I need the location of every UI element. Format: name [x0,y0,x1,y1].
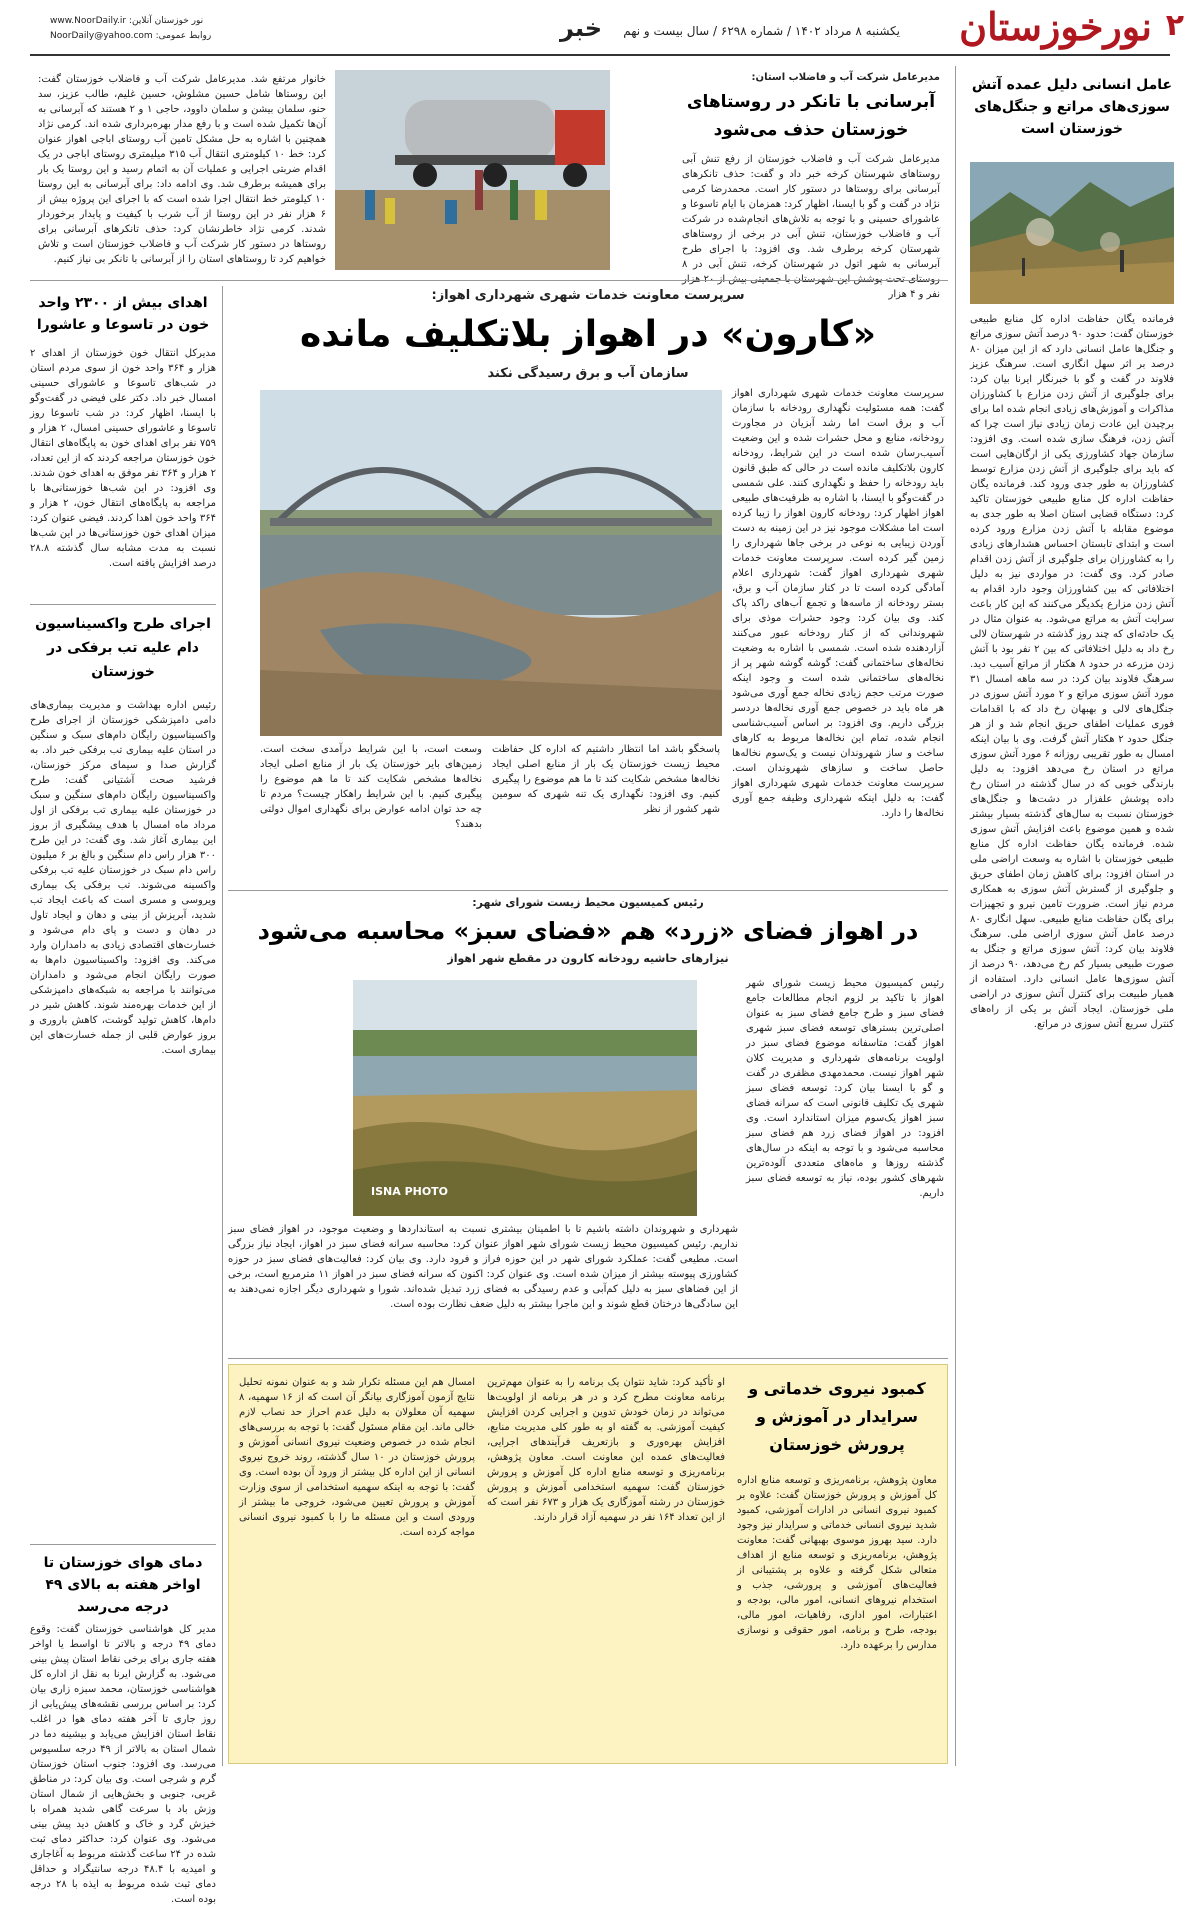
water-photo [335,70,610,270]
training-body-mid: او تأکید کرد: شاید نتوان یک برنامه را به عنوان مهم‌ترین برنامه معاونت مطرح کرد و در هر برنامه از اولویت‌ها می‌تواند در زمان خودش تدوین و اجرایی کردن افزایش کیفیت آموزشی. به گفته او به طور کلی مدیریت منابع، افزایش بهره‌وری و بازتعریف فرآیندهای اجرایی، فعالیت‌های عمده این معاونت است. معاون پژوهش، برنامه‌ریزی و توسعه منابع اداره کل آموزش و پرورش خوزستان گفت: سهمیه استخدامی آموزش و پرورش خوزستان در رشته آموزگاری یک هزار و ۶۷۳ نفر است که از این تعداد ۱۶۴ نفر در سهمیه آزاد قرار دارند. [487,1377,725,1523]
water-body-left: خانوار مرتفع شد. مدیرعامل شرکت آب و فاضلاب خوزستان گفت: این روستاها شامل حسین مشلوش، حسین غلیم، طالب عزیز، سد حنو، سلمان بیشن و سلمان داوود، حاجی ۱ و ۲ هستند که آبرسانی به آن‌ها تکمیل شده است و با رفع مدار بهره‌برداری شده اند. کرمی نژاد همچنین با اشاره به حل مشکل تامین آب روستای اباجی اهواز عنوان کرد: خط ۱۰ کیلومتری انتقال آب ۳۱۵ میلیمتری روستای اباجی در یک اقدام ضربتی اجرایی و عملیات آن به اتمام رسید و این روستا یک بار برای همیشه برطرف شد. وی ادامه داد: برای آبرسانی به این روستا ۱۰ کیلومتر خط انتقال اجرا شده است که با اجرای این پروژه بیش از ۶ هزار نفر در این روستا از آب شرب با کیفیت و پایدار برخوردار شدند. کرمی نژاد خاطرنشان کرد: حذف تانکرهای آبرسانی برای روستاها در دستور کار شرکت آب و فاضلاب خوزستان است و تلاش خواهیم کرد تا روستاهای استان را از آبرسانی با تانکر بی نیاز کنیم. [38,74,327,265]
water-kicker: مدیرعامل شرکت آب و فاضلاب استان: [751,72,940,83]
green-title: در اهواز فضای «زرد» هم «فضای سبز» محاسبه می‌شود [257,917,919,945]
green-subtitle: نیزارهای حاشیه رودخانه کارون در مقطع شهر اهواز [447,952,729,965]
photo-watermark: ISNA PHOTO [371,1185,449,1198]
karoon-article [228,286,948,888]
email-label: روابط عمومی: NoorDaily@yahoo.com [50,31,212,41]
divider-karoon [228,890,948,891]
left-column [30,286,217,1905]
karoon-photo [260,390,722,736]
karoon-title: «کارون» در اهواز بلاتکلیف مانده [300,314,876,355]
water-body-right: مدیرعامل شرکت آب و فاضلاب خوزستان از رفع تنش آبی روستاهای شهرستان کرخه خبر داد و گفت: حذف تانکرهای آبرسانی برای روستاها در دستور کار است. محمدرضا کرمی نژاد در گفت و گو با ایسنا، اظهار کرد: همزمان با ایام تاسوعا و عاشورای حسینی و با توجه به تلاش‌های انجام‌شده در شرکت آب و فاضلاب خوزستان، تنش آبی در برخی از روستاهای شهرستان کرخه برطرف شد. وی افزود: با اجرای طرح آبرسانی به شهر اتول در شهرستان کرخه، تنش آبی در ۸ نفر و ۴ هزار [682,154,940,300]
donation-body: مدیرکل انتقال خون خوزستان از اهدای ۲ هزار و ۳۶۴ واحد خون از سوی مردم استان در شب‌های تاسوعا و عاشورای حسینی امسال خبر داد. دکتر علی فیضی در گفت‌وگو با ایسنا، اظهار کرد: در شب تاسوعا روز تاسوعا و عاشورای حسینی امسال، ۲ هزار و ۷۵۹ نفر برای اهدای خون به پایگاه‌های انتقال خون خوزستان مراجعه کردند که از این تعداد، ۲ هزار و ۳۶۴ نفر موفق به اهدای خون شدند. وی افزود: در این شب‌ها خوزستانی‌ها با مراجعه به پایگاه‌های انتقال خون، ۲ هزار و ۳۶۴ واحد خون اهدا کردند. فیضی عنوان کرد: میزان اهدای خون خوزستانی‌ها در این شب‌ها نسبت به مدت مشابه سال گذشته ۲۸.۸ درصد افزایش یافته است. [30,348,217,569]
divider-vaccine [30,1544,216,1545]
water-title: آبرسانی با تانکر در روستاهای خوزستان حذف می‌شود [686,92,936,140]
divider-right [955,66,956,1766]
karoon-subtitle: سازمان آب و برق رسیدگی نکند [487,366,689,381]
green-body-left: شهرداری و شهروندان داشته باشیم تا با اطمینان بیشتری نسبت به استانداردها و وضعیت موجود، در اهواز فضای سبز نداریم. رئیس کمیسیون محیط زیست شورای شهر اهواز عنوان کرد: محاسبه سرانه فضای سبز در اهواز، ایجاد نیاز بزرگی است. مطیعی گفت: عملکرد شورای شهر در این حوزه فراز و فرود دارد. وی بیان کرد: فعالیت‌های فضای سبز در حوزه کشاورزی پیوسته بیشتر از میزان شده است. وی عنوان کرد: اکنون که سرانه فضای سبز در اهواز ۱۱ مترمربع است، برخی از این فضاهای سبز به دلیل کم‌آبی و عدم رسیدگی به فضای زرد تبدیل شده‌اند. شورا و شهرداری دیگر اجازه نمی‌دهند به این سادگی‌ها درختان قطع شوند و این ماجرا بیشتر به دلیل ضعف نظارت بوده است. [228,1224,738,1310]
vaccine-title: اجرای طرح واکسیناسیون دام علیه تب برفکی در خوزستان [35,616,211,680]
karoon-caption-left: وسعت است، با این شرایط درآمدی سخت است. زمین‌های بایر خوزستان یک بار از منابع اصلی ایجاد نخاله‌ها مشخص شکایت کند تا ما هم موضوع را پیگیری کنیم. با این شرایط راهکار چیست؟ مردم تا چه حد توان ادامه عوارض برای نگهداری اموال دولتی بدهند؟ [260,744,482,830]
karoon-kicker: سرپرست معاونت خدمات شهری شهرداری اهواز: [431,288,745,303]
site-label: نور خوزستان آنلاین: www.NoorDaily.ir [50,16,204,26]
vaccine-body: رئیس اداره بهداشت و مدیریت بیماری‌های دامی دامپزشکی خوزستان از اجرای طرح واکسیناسیون رایگان دام‌های سبک و سنگین در استان علیه بیماری تب برفکی خبر داد. به گزارش صدا و سیمای مرکز خوزستان، فرشید صحت آشتیانی گفت: طرح واکسیناسیون رایگان دام‌های سنگین و سبک در خوزستان علیه بیماری تب برفکی از اول مرداد ماه امسال با هدف پیشگیری از بروز این بیماری آغاز شد. وی گفت: در این طرح ۳۰۰ هزار راس دام سنگین و بالغ بر ۶ میلیون راس دام سبک در خوزستان علیه تب برفکی واکسینه می‌شوند. تب برفکی یک بیماری ویروسی و مسری است که باعث ایجاد تب شدید، آبریزش از بینی و دهان و ایجاد تاول در دهان و دست و پای دام می‌شود و خسارت‌های اقتصادی زیادی به دامداران وارد می‌کند. وی افزود: واکسیناسیون دام‌ها به صورت رایگان انجام می‌شود و دامداران می‌توانند با مراجعه به شبکه‌های دامپزشکی از این خدمات بهره‌مند شوند. کاهش شیر در دام‌ها، کاهش تولید گوشت، کاهش باروری و بروز عوارض قلبی از جمله خسارت‌های این بیماری است. [30,700,217,1056]
divider-green [228,1358,948,1359]
fire-body: فرمانده یگان حفاظت اداره کل منابع طبیعی خوزستان گفت: حدود ۹۰ درصد آتش سوزی مراتع و جنگل‌ها عامل انسانی دارد که از این میزان ۸۰ درصد بر اثر سهل انگاری است. سرهنگ عزیز فلاوند در گفت و گو با خبرنگار ایرنا بیان کرد: برای جلوگیری از آتش زدن مزارع با کشاورزان مذاکرات و آموزش‌های زیادی انجام شده اما برای برچیدن این عادت زمان زیادی نیاز است چرا که آتش زدن، فرهنگ سازی شده است. وی افزود: سازمان جهاد کشاورزی یکی از ارگان‌هایی است که باید برای جلوگیری از آتش زدن مزارع توسط کشاورزان به طور جدی ورود کند. فرمانده یگان حفاظت اداره کل منابع طبیعی خوزستان تاکید کرد: دستگاه قضایی استان اصلا به طور جدی به موضوع مقابله با آتش زدن مزارع ورود کرده است و ابتدای تابستان احساس هشدارهای زیادی را به کشاورزان برای جلوگیری از آتش زدن اقدام صادر کرد. وی گفت: در مواردی نیز به دلیل اختلافاتی که بین کشاورزان وجود دارد اقدام به آتش زدن مزارع یکدیگر می‌کنند که این کار باعث سرایت آتش به مراتع می‌شود. به عنوان مثال در یک حادثه‌ای که چند روز گذشته در شهرستان لالی رخ داد به دلیل اختلافاتی که بین ۲ نفر بود با آتش زدن مزرعه در حدود ۸ هکتار از مراتع آسیب دید. سرهنگ فلاوند بیان کرد: در سه ماهه امسال ۳۱ مورد آتش سوزی مراتع و ۲ مورد آتش سوزی در جنگل‌های لالی و بهبهان رخ داد که با اقدامات فوری عملیات اطفای حریق انجام شد و از هر جنگل حدود ۲ هکتار آتش گرفت. وی با بیان اینکه امسال به طور تقریبی روزانه ۶ مورد آتش سوزی مراتع در استان رخ می‌دهد افزود: به دلیل بارندگی خوبی که در سال گذشته در استان رخ داده پوشش علفزار در دشت‌ها و جنگل‌های خوزستان نسبت به سال‌های گذشته بسیار بیشتر شده و همین موضوع باعث افزایش آتش سوزی شده. فرمانده یگان حفاظت اداره کل منابع طبیعی خوزستان با اشاره به وسعت اراضی ملی در استان افزود: برای کاهش زمان اطفای حریق و جلوگیری از گسترش آتش سوزی به همکاری مردم نیاز است. ضرورت تامین نیرو و تجهیزات برای یگان حفاظت منابع طبیعی. سهل انگاری ۸۰ درصد عامل آتش سوزی اراضی ملی. سرهنگ فلاوند بیان کرد: آتش سوزی مراتع و جنگل به صورت طبیعی بسیار کم رخ می‌دهد، ۹۰ درصد از آتش سوزی‌ها عامل انسانی دارد. استفاده از همیار طبیعت برای کنترل آتش سوزی در اراضی ملی خوزستان. ایجاد آتش بر یکی از راه‌های کنترل سریع آتش سوزی در مراتع. [970,314,1174,1030]
divider-left [222,286,223,1766]
green-kicker: رئیس کمیسیون محیط زیست شورای شهر: [472,896,704,909]
masthead-rule [30,54,1170,56]
green-article [228,896,948,1354]
training-article [228,1364,948,1764]
green-photo [353,980,697,1216]
section-title: خبر [560,14,603,42]
page-number: ۲ [1165,8,1184,43]
training-title: کمبود نیروی خدماتی و سرایدار در آموزش و پرورش خوزستان [748,1379,926,1454]
karoon-body-right: سرپرست معاونت خدمات شهری شهرداری اهواز گفت: همه مسئولیت نگهداری رودخانه با سازمان آب و برق است اما رشد آبزیان در مجاورت رودخانه، منابع و محل حشرات شده و این وضعیت آسیب‌رسان شده است در این شرایط، رودخانه کارون بلاتکلیف مانده است در حالی که طبق قانون باید رودخانه را حفظ و نگهداری کنند. علی شمسی در گفت‌وگو با ایسنا، با اشاره به ظرفیت‌های طبیعی اهواز اظهار کرد: رودخانه کارون اهواز را زیبا کرده است اما مشکلات موجود نیز در این زمینه به دست آوردن زیبایی به نوعی در برخی جاها شهرداری را زمین گیر کرده است. سرپرست معاونت خدمات شهری شهرداری اهواز گفت: شهرداری اعلام آمادگی کرده است تا در کنار سازمان آب و برق، بستر رودخانه از ماسه‌ها و تجمع آب‌های راکد پاک کند. وی بیان کرد: وجود حشرات موذی برای شهروندانی که از کنار رودخانه عبور می‌کنند آزاردهنده شده است. شمسی با اشاره به وضعیت نخاله‌های ساختمانی گفت: گوشه گوشه شهر پر از نخاله‌های ساختمانی شده است و وجود اینکه صورت مرتب حجم زیادی نخاله جمع آوری می‌شود هر ماه باید در خصوص جمع آوری نخاله‌ها دردسر بزرگی داریم. وی افزود: بر اساس آسیب‌شناسی انجام شده، تمام این نخاله‌ها مربوط به کارهای ساخت و ساز شهروندان نیست و یک‌سوم نخاله‌ها حاصل ساخت و سازهای شهروندان است. سرپرست معاونت خدمات شهری شهرداری اهواز گفت: به دلیل اینکه شهرداری وظیفه جمع آوری نخاله‌ها را دارد. [732,388,944,819]
donation-title: اهدای بیش از ۲۳۰۰ واحد خون در تاسوعا و عاشورا [36,295,210,333]
masthead [0,0,1200,58]
fire-photo [970,162,1174,304]
training-body-right: معاون پژوهش، برنامه‌ریزی و توسعه منابع اداره کل آموزش و پرورش خوزستان گفت: علاوه بر کمبود نیروی انسانی در ادارات آموزشی، کمبود شدید نیروی انسانی خدماتی و سرایدار نیز وجود دارد. سید بهروز موسوی بهبهانی گفت: معاونت پژوهش، برنامه‌ریزی و توسعه منابع از اهداف متعالی شکل گرفته و علاوه بر پشتیبانی از فعالیت‌های آموزشی و پرورشی، جذب و استخدام نیروهای انسانی، امور مالی، بودجه و اعتبارات، امور اداری، رفاهیات، امور مالی، بودجه، طرح و برنامه، امور حقوقی و نوسازی مدارس را برعهده دارد. [737,1475,937,1651]
divider-water [30,280,948,281]
training-body-left: امسال هم این مسئله تکرار شد و به عنوان نمونه تحلیل نتایج آزمون آموزگاری بیانگر آن است که از ۱۶ سهمیه، ۸ سهمیه آن معلولان به دلیل عدم احراز حد نصاب لازم خالی ماند. این مقام مسئول گفت: با توجه به بررسی‌های انجام شده در خصوص وضعیت نیروی انسانی آموزش و پرورش خوزستان در ۱۰ سال گذشته، روند خروج نیروی انسانی از این اداره کل بیشتر از ورود آن بوده است. وی گفت: با توجه به اینکه سهمیه استخدامی از سوی وزارت آموزش و پرورش تعیین می‌شود، خروجی ما بیشتر از ورودی است و این مسئله ما را با کمبود نیروی انسانی مواجه کرده است. [239,1377,476,1538]
newspaper-logo: نورخوزستان [959,4,1152,49]
green-body-right: رئیس کمیسیون محیط زیست شورای شهر اهواز با تاکید بر لزوم انجام مطالعات جامع فضای سبز و طرح جامع فضای سبز به عنوان اصلی‌ترین بسترهای توسعه فضای سبز شهری اهواز گفت: متاسفانه موضوع فضای سبز در اولویت برنامه‌های شهرداری و مدیریت کلان شهر اهواز نیست. محمدمهدی مظفری در گفت و گو با ایسنا بیان کرد: توسعه فضای سبز شهری یک تکلیف قانونی است که سرانه فضای سبز اهواز یک‌سوم میزان استاندارد است. وی افزود: در اهواز فضای زرد هم فضای سبز محاسبه می‌شود و با توجه به اینکه در سال‌های گذشته روزها و ماه‌های متعددی آلوده‌ترین شهرهای کشور بوده، نیاز به توسعه فضای سبز داریم. [746,978,944,1199]
fire-article [962,66,1182,1766]
divider-donation [30,604,216,605]
dateline: یکشنبه ۸ مرداد ۱۴۰۲ / شماره ۶۲۹۸ / سال بیست و نهم [623,24,900,38]
fire-title: عامل انسانی دلیل عمده آتش سوزی‌های مراتع و جنگل‌های خوزستان است [971,77,1173,137]
heat-title: دمای هوای خوزستان تا اواخر هفته به بالای ۴۹ درجه می‌رسد [43,1555,203,1615]
karoon-caption-right: پاسخگو باشد اما انتظار داشتیم که اداره کل حفاظت محیط زیست خوزستان یک بار از منابع اصلی ایجاد نخاله‌ها مشخص شکایت کند تا ما هم موضوع را پیگیری کنیم. وی افزود: نگهداری یک تنه شهری که سومین شهر کشور از نظر [492,744,720,815]
heat-body: مدیر کل هواشناسی خوزستان گفت: وقوع دمای ۴۹ درجه و بالاتر تا اواسط یا اواخر هفته جاری برای برخی نقاط استان پیش بینی می‌شود. به گزارش ایرنا به نقل از اداره کل هواشناسی خوزستان، محمد سبزه زاری بیان کرد: بر اساس بررسی نقشه‌های پیش‌یابی از روز جاری تا آخر هفته دمای هوا در اغلب نقاط استان افزایش می‌یابد و بیشینه دما در شمال استان به بالاتر از ۴۹ درجه سلسیوس می‌رسد. وی افزود: جنوب استان خوزستان گرم و شرجی است. وی بیان کرد: در مناطق غربی، جنوبی و بخش‌هایی از شمال استان وزش باد با سرعت گاهی شدید همراه با خیزش گرد و خاک و کاهش دید پیش بینی می‌شود. وی عنوان کرد: حداکثر دمای ثبت شده در ۲۴ ساعت گذشته مربوط به آغاجاری و امیدیه با ۴۸.۴ درجه سانتیگراد و حداقل دمای ثبت شده مربوط به ایذه با ۲۸ درجه بوده است. [30,1624,216,1905]
